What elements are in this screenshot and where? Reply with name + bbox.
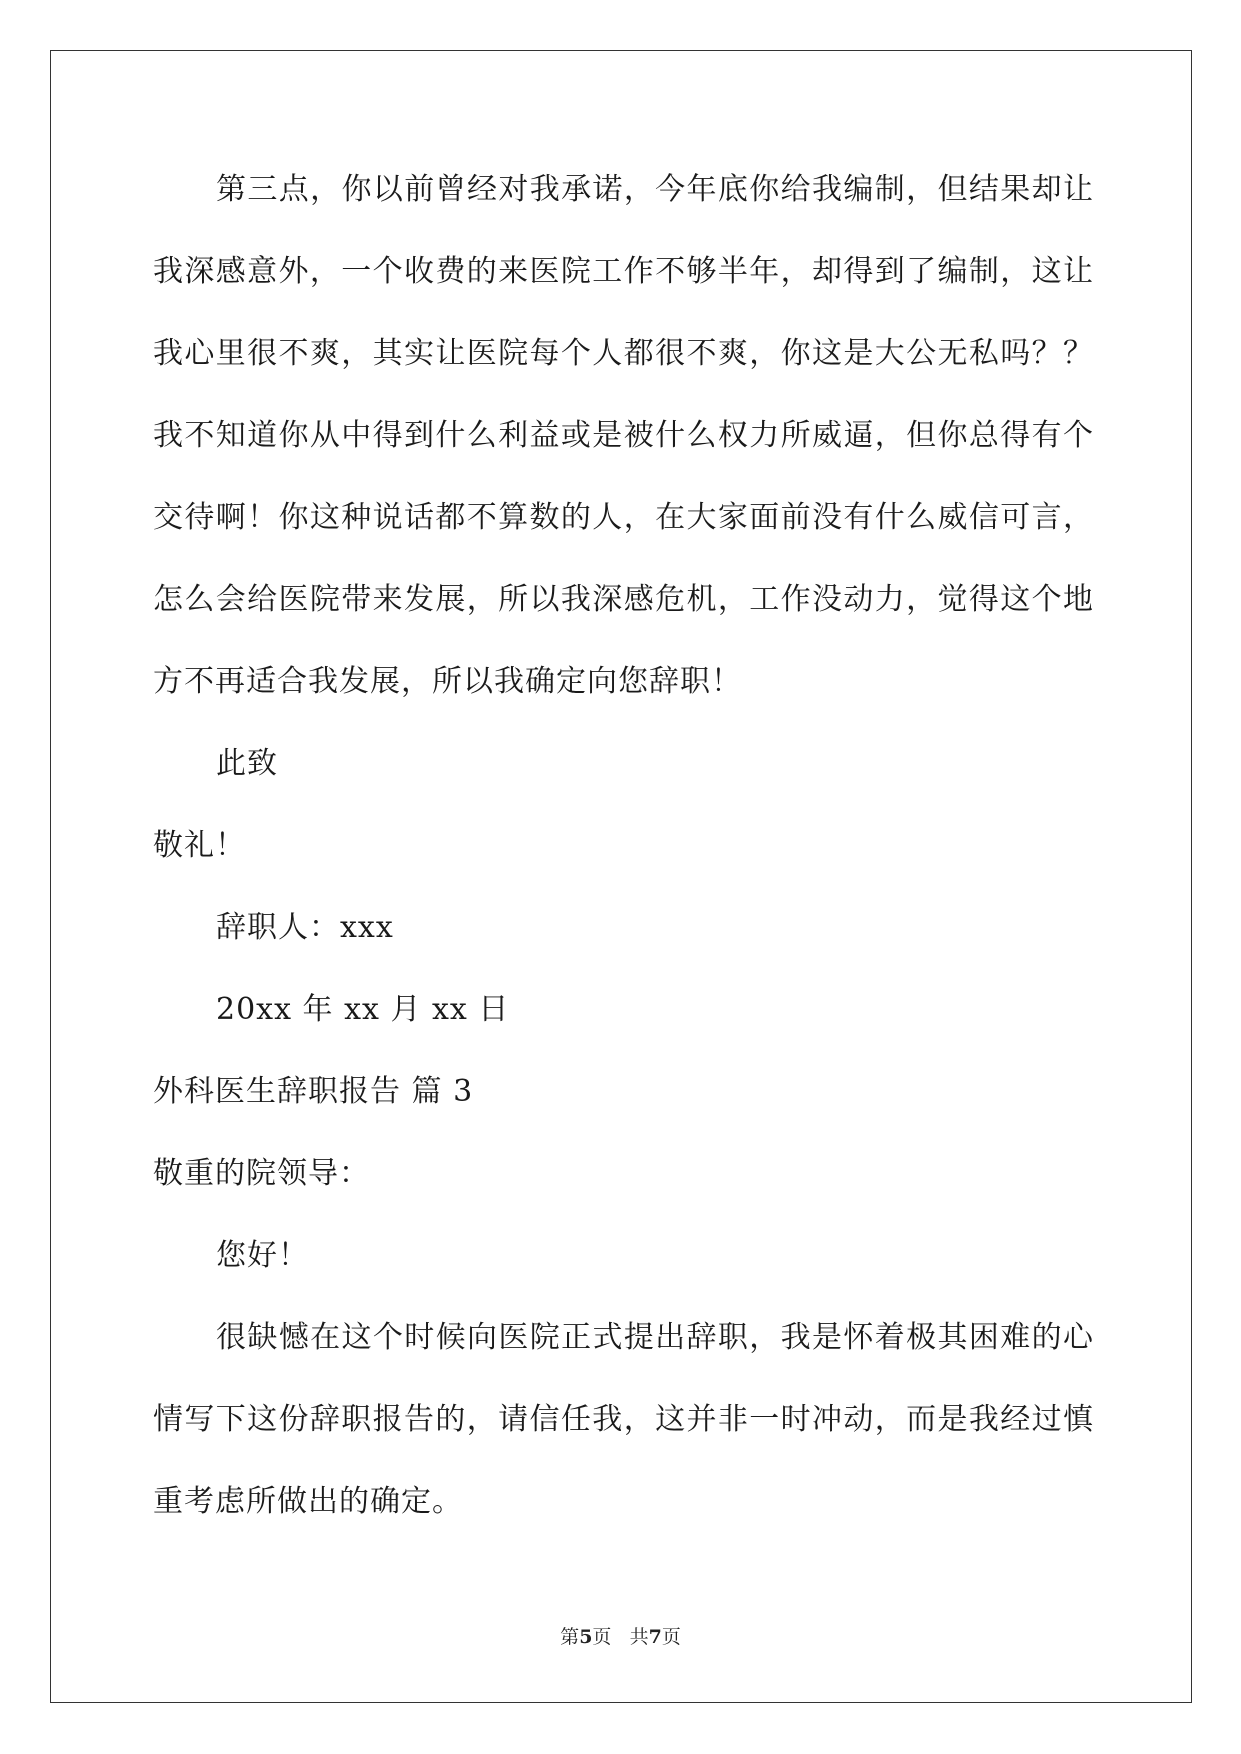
paragraph-line-7: 方不再适合我发展，所以我确定向您辞职！ [153,664,742,699]
paragraph-line-8: 很缺憾在这个时候向医院正式提出辞职，我是怀着极其困难的心 [216,1320,1093,1355]
paragraph-line-10: 重考虑所做出的确定。 [153,1484,463,1519]
closing-regards: 敬礼！ [153,828,246,863]
footer-total-prefix: 共 [629,1626,649,1648]
greeting-hello: 您好！ [216,1238,309,1273]
footer-total-suffix: 页 [661,1626,681,1648]
paragraph-line-1: 第三点，你以前曾经对我承诺，今年底你给我编制，但结果却让 [216,172,1093,207]
paragraph-line-5: 交待啊！你这种说话都不算数的人，在大家面前没有什么威信可言， [153,500,1093,535]
page-footer [0,1624,1241,1650]
section-title: 外科医生辞职报告 篇 3 [153,1074,474,1109]
paragraph-line-9: 情写下这份辞职报告的，请信任我，这并非一时冲动，而是我经过慎 [153,1402,1093,1437]
footer-total-number: 7 [648,1626,662,1648]
paragraph-line-6: 怎么会给医院带来发展，所以我深感危机，工作没动力，觉得这个地 [153,582,1093,617]
footer-page-suffix: 页 [592,1626,612,1648]
footer-page-number: 5 [579,1626,593,1648]
date-line: 20xx 年 xx 月 xx 日 [216,992,510,1027]
closing-salutation: 此致 [216,746,278,781]
signature-line: 辞职人：xxx [216,910,394,945]
paragraph-line-4: 我不知道你从中得到什么利益或是被什么权力所威逼，但你总得有个 [153,418,1093,453]
greeting-recipient: 敬重的院领导： [153,1156,370,1191]
page-border [50,50,1192,1703]
paragraph-line-2: 我深感意外，一个收费的来医院工作不够半年，却得到了编制，这让 [153,254,1093,289]
footer-page-prefix: 第 [560,1626,580,1648]
paragraph-line-3: 我心里很不爽，其实让医院每个人都很不爽，你这是大公无私吗？？ [153,336,1093,371]
